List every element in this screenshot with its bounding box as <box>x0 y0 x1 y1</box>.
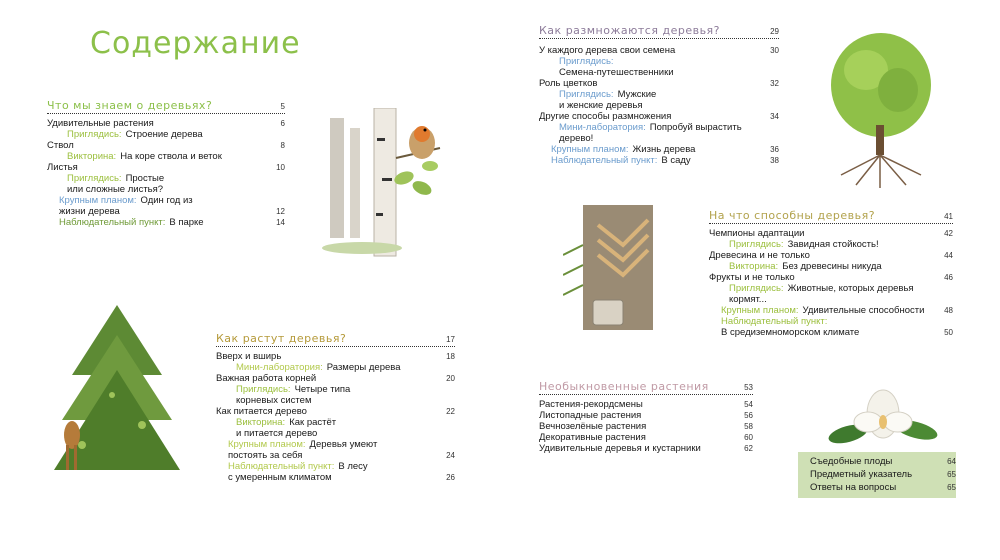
entry-text: Как питается дерево <box>216 406 307 417</box>
entry-text: и женские деревья <box>559 100 643 111</box>
toc-entry[interactable] <box>47 173 285 184</box>
toc-entry[interactable] <box>216 461 455 472</box>
toc-entry[interactable] <box>709 305 953 316</box>
entry-text: Вечнозелёные растения <box>539 421 647 432</box>
entry-label: Приглядись: <box>236 384 291 395</box>
entry-text: Декоративные растения <box>539 432 646 443</box>
entry-text: Один год из <box>140 195 193 206</box>
entry-text: У каждого дерева свои семена <box>539 45 676 56</box>
section-how-grow <box>216 330 455 483</box>
toc-entry[interactable] <box>47 217 285 228</box>
entry-text: Фрукты и не только <box>709 272 795 283</box>
toc-entry[interactable] <box>539 432 753 443</box>
entry-text: или сложные листья? <box>67 184 164 195</box>
page-number: 26 <box>446 473 455 482</box>
page-number: 56 <box>744 411 753 420</box>
toc-entry[interactable] <box>539 443 753 454</box>
page-number: 58 <box>744 422 753 431</box>
section-what-we-know <box>47 97 285 228</box>
entry-label: Мини-лаборатория: <box>559 122 646 133</box>
spruce-tree-illustration <box>52 305 182 475</box>
toc-entry[interactable] <box>216 428 455 439</box>
section-capable <box>709 207 953 338</box>
entry-text: Жизнь дерева <box>632 144 696 155</box>
section-header <box>709 207 953 224</box>
toc-entry[interactable] <box>216 439 455 450</box>
entry-text: Завидная стойкость! <box>787 239 879 250</box>
entry-text: Простые <box>125 173 165 184</box>
section-header <box>47 97 285 114</box>
entry-label: Приглядись: <box>559 89 614 100</box>
entry-text: Как растёт <box>289 417 337 428</box>
entry-text: дерево! <box>559 133 594 144</box>
toc-entry[interactable] <box>216 384 455 395</box>
toc-entry[interactable] <box>47 206 285 217</box>
page-number: 60 <box>744 433 753 442</box>
entry-label: Крупным планом: <box>551 144 629 155</box>
page-number: 65 <box>947 470 956 479</box>
appendix-box <box>798 452 956 498</box>
page-number: 34 <box>770 112 779 121</box>
page-number: 20 <box>446 374 455 383</box>
toc-entry[interactable] <box>47 129 285 140</box>
page-number: 5 <box>280 102 285 111</box>
entry-label: Наблюдательный пункт: <box>59 217 166 228</box>
page-title: Содержание <box>90 26 301 61</box>
page-number: 10 <box>276 163 285 172</box>
magnolia-flower-illustration <box>828 384 938 454</box>
entry-text: Четыре типа <box>294 384 351 395</box>
section-header <box>539 22 779 39</box>
entry-text: Удивительные способности <box>802 305 925 316</box>
entry-label: Приглядись: <box>559 56 614 67</box>
section-unusual <box>539 378 753 454</box>
section-title[interactable]: Как размножаются деревья? <box>539 24 721 37</box>
section-title[interactable]: Необыкновенные растения <box>539 380 709 393</box>
section-title[interactable]: На что способны деревья? <box>709 209 876 222</box>
entry-text: В парке <box>169 217 204 228</box>
page-number: 44 <box>944 251 953 260</box>
entry-text: Другие способы размножения <box>539 111 672 122</box>
page-number: 50 <box>944 328 953 337</box>
toc-entry[interactable] <box>539 133 779 144</box>
toc-entry[interactable] <box>539 78 779 89</box>
entry-text: Без древесины никуда <box>782 261 882 272</box>
toc-entry[interactable] <box>47 184 285 195</box>
entry-text: Удивительные деревья и кустарники <box>539 443 701 454</box>
entry-label: Наблюдательный пункт: <box>228 461 335 472</box>
toc-entry[interactable] <box>216 450 455 461</box>
entry-label: Крупным планом: <box>721 305 799 316</box>
toc-entry[interactable] <box>709 316 953 327</box>
page-number: 12 <box>276 207 285 216</box>
entry-text: Мужские <box>617 89 657 100</box>
toc-entry[interactable] <box>539 155 779 166</box>
toc-entry[interactable] <box>47 162 285 173</box>
entry-text: Деревья умеют <box>309 439 378 450</box>
toc-entry[interactable] <box>216 472 455 483</box>
toc-entry[interactable] <box>539 89 779 100</box>
page-number: 38 <box>770 156 779 165</box>
toc-entry[interactable] <box>216 395 455 406</box>
entry-text: Листопадные растения <box>539 410 642 421</box>
entry-text: Семена-путешественники <box>559 67 674 78</box>
page-number: 36 <box>770 145 779 154</box>
toc-entry[interactable] <box>539 111 779 122</box>
entry-text: Вверх и вширь <box>216 351 282 362</box>
entry-text: Предметный указатель <box>810 469 913 480</box>
entry-label: Крупным планом: <box>228 439 306 450</box>
entry-label: Викторина: <box>729 261 779 272</box>
tree-with-roots-illustration <box>826 30 936 190</box>
toc-entry[interactable] <box>216 417 455 428</box>
entry-text: Размеры дерева <box>326 362 401 373</box>
toc-entry[interactable] <box>216 373 455 384</box>
page-number: 22 <box>446 407 455 416</box>
bird-on-birch-illustration <box>322 108 442 258</box>
entry-text: Ответы на вопросы <box>810 482 897 493</box>
page-number: 62 <box>744 444 753 453</box>
toc-entry[interactable] <box>709 294 953 305</box>
page-number: 41 <box>944 212 953 221</box>
toc-entry[interactable] <box>709 283 953 294</box>
toc-entry[interactable] <box>216 406 455 417</box>
toc-entry[interactable] <box>539 56 779 67</box>
entry-label: Викторина: <box>236 417 286 428</box>
entry-text: Попробуй вырастить <box>649 122 742 133</box>
entry-label: Приглядись: <box>67 173 122 184</box>
entry-text: Растения-рекордсмены <box>539 399 643 410</box>
page-number: 14 <box>276 218 285 227</box>
toc-entry[interactable] <box>709 261 953 272</box>
toc-entry[interactable] <box>709 228 953 239</box>
page-number: 42 <box>944 229 953 238</box>
toc-entry[interactable] <box>47 118 285 129</box>
section-header <box>539 378 753 395</box>
toc-entry[interactable] <box>539 100 779 111</box>
toc-entry[interactable] <box>539 122 779 133</box>
toc-entry[interactable] <box>539 144 779 155</box>
toc-entry[interactable] <box>709 327 953 338</box>
entry-text: с умеренным климатом <box>228 472 332 483</box>
page-number: 54 <box>744 400 753 409</box>
toc-entry[interactable] <box>47 140 285 151</box>
toc-entry[interactable] <box>709 272 953 283</box>
page-number: 8 <box>280 141 285 150</box>
toc-entry[interactable] <box>539 399 753 410</box>
toc-entry[interactable] <box>798 482 956 493</box>
toc-entry[interactable] <box>539 410 753 421</box>
toc-entry[interactable] <box>539 67 779 78</box>
entry-label: Приглядись: <box>729 283 784 294</box>
page-number: 32 <box>770 79 779 88</box>
toc-entry[interactable] <box>47 195 285 206</box>
entry-text: Ствол <box>47 140 74 151</box>
entry-text: Листья <box>47 162 78 173</box>
entry-text: Древесина и не только <box>709 250 810 261</box>
entry-text: Важная работа корней <box>216 373 317 384</box>
page-number: 30 <box>770 46 779 55</box>
section-header <box>216 330 455 347</box>
entry-label: Мини-лаборатория: <box>236 362 323 373</box>
entry-text: Животные, которых деревья <box>787 283 914 294</box>
toc-entry[interactable] <box>539 45 779 56</box>
entry-text: жизни дерева <box>59 206 120 217</box>
entry-text: и питается дерево <box>236 428 318 439</box>
toc-entry[interactable] <box>798 456 956 467</box>
page-number: 29 <box>770 27 779 36</box>
entry-text: Строение дерева <box>125 129 203 140</box>
page-number: 48 <box>944 306 953 315</box>
entry-text: В средиземноморском климате <box>721 327 860 338</box>
entry-label: Наблюдательный пункт: <box>551 155 658 166</box>
section-reproduce <box>539 22 779 166</box>
page-number: 17 <box>446 335 455 344</box>
page-number: 18 <box>446 352 455 361</box>
toc-entry[interactable] <box>709 250 953 261</box>
entry-text: постоять за себя <box>228 450 303 461</box>
entry-text: корневых систем <box>236 395 312 406</box>
toc-entry[interactable] <box>798 469 956 480</box>
entry-text: Удивительные растения <box>47 118 154 129</box>
entry-label: Крупным планом: <box>59 195 137 206</box>
entry-text: Съедобные плоды <box>810 456 893 467</box>
page-number: 6 <box>280 119 285 128</box>
bark-tapping-illustration <box>563 205 663 335</box>
section-title[interactable]: Что мы знаем о деревьях? <box>47 99 213 112</box>
entry-label: Викторина: <box>67 151 117 162</box>
toc-entry[interactable] <box>216 362 455 373</box>
toc-entry[interactable] <box>539 421 753 432</box>
section-title[interactable]: Как растут деревья? <box>216 332 347 345</box>
page-number: 64 <box>947 457 956 466</box>
entry-text: В саду <box>661 155 691 166</box>
page-number: 65 <box>947 483 956 492</box>
toc-entry[interactable] <box>709 239 953 250</box>
toc-entry[interactable] <box>216 351 455 362</box>
page-number: 24 <box>446 451 455 460</box>
page-number: 53 <box>744 383 753 392</box>
toc-entry[interactable] <box>47 151 285 162</box>
entry-text: кормят... <box>729 294 767 305</box>
page-number: 46 <box>944 273 953 282</box>
entry-label: Приглядись: <box>67 129 122 140</box>
entry-text: На коре ствола и веток <box>120 151 222 162</box>
entry-text: В лесу <box>338 461 368 472</box>
entry-label: Наблюдательный пункт: <box>721 316 828 327</box>
entry-text: Чемпионы адаптации <box>709 228 805 239</box>
entry-label: Приглядись: <box>729 239 784 250</box>
entry-text: Роль цветков <box>539 78 598 89</box>
